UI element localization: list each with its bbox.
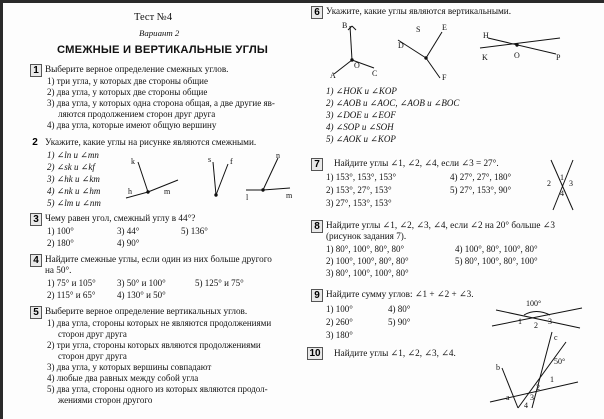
q2-label-k: k: [131, 157, 135, 166]
q2-option-5: 5) ∠lm и ∠nm: [47, 198, 101, 208]
q10-text: Найдите углы ∠1, ∠2, ∠3, ∠4.: [334, 348, 456, 358]
q2-option-1: 1) ∠ln и ∠mn: [47, 150, 99, 160]
test-title: Тест №4: [134, 12, 173, 23]
q7-option-2: 2) 153°, 27°, 153°: [326, 185, 392, 195]
q10-label-c: c: [554, 333, 558, 342]
q7-label-2: 2: [547, 179, 551, 188]
q7-text: Найдите углы ∠1, ∠2, ∠4, если ∠3 = 27°.: [334, 158, 499, 168]
q10-label-4: 4: [524, 401, 528, 410]
q7-option-5: 5) 27°, 153°, 90°: [450, 185, 512, 195]
q9-label-100: 100°: [526, 299, 542, 308]
q2-option-4: 4) ∠nk и ∠hm: [47, 186, 101, 196]
q9-label-2: 2: [534, 321, 538, 330]
q6-label-A: A: [330, 71, 336, 80]
q6-label-O: O: [354, 61, 360, 70]
q6-option-2: 2) ∠AOB и ∠AOC, ∠AOB и ∠BOC: [326, 98, 460, 108]
q8-text-line-1: Найдите углы ∠1, ∠2, ∠3, ∠4, если ∠2 на 20° больше ∠3: [326, 220, 555, 230]
q1-text: Выберите верное определение смежных углов.: [45, 64, 229, 74]
q6-label-P: P: [556, 53, 561, 62]
q5-option-2: 2) три угла, стороны которых являются продолжениями: [47, 340, 261, 350]
q5-option-1: 1) два угла, стороны которых не являются продолжениями: [47, 318, 272, 328]
q9-text: Найдите сумму углов: ∠1 + ∠2 + ∠3.: [326, 289, 474, 299]
question-number-10: 10: [307, 347, 323, 360]
q9-label-3: 3: [548, 317, 552, 326]
q3-text: Чему равен угол, смежный углу в 44°?: [45, 213, 196, 223]
q7-option-3: 3) 27°, 153°, 153°: [326, 198, 392, 208]
q4-text-line-2: на 50°.: [45, 265, 72, 275]
q2-option-2: 2) ∠sk и ∠kf: [47, 162, 95, 172]
q7-option-1: 1) 153°, 153°, 153°: [326, 172, 397, 182]
q6-figure: [320, 20, 590, 82]
q6-text: Укажите, какие углы являются вертикальными.: [326, 6, 512, 16]
question-number-6: 6: [311, 6, 323, 19]
q1-option-3-cont: ляются продолжением сторон друг друга: [58, 109, 216, 119]
q9-label-1: 1: [518, 317, 522, 326]
q4-option-1: 1) 75° и 105°: [47, 278, 96, 288]
q10-label-1: 1: [550, 375, 554, 384]
question-number-9: 9: [311, 289, 323, 302]
q9-option-1: 1) 100°: [326, 304, 353, 314]
q9-option-3: 3) 180°: [326, 330, 353, 340]
q3-option-1: 1) 100°: [47, 226, 74, 236]
q6-option-1: 1) ∠HOK и ∠KOP: [326, 86, 397, 96]
q8-option-1: 1) 80°, 100°, 80°, 80°: [326, 244, 405, 254]
q2-label-m-2: m: [286, 191, 293, 200]
q2-label-n: n: [276, 151, 280, 160]
q5-option-3: 3) два угла, у которых вершины совпадают: [47, 362, 212, 372]
q9-option-2: 2) 260°: [326, 317, 353, 327]
q4-option-4: 4) 130° и 50°: [117, 290, 166, 300]
page-heading: СМЕЖНЫЕ И ВЕРТИКАЛЬНЫЕ УГЛЫ: [57, 44, 269, 56]
q7-label-1: 1: [560, 173, 564, 182]
q2-option-3: 3) ∠hk и ∠km: [47, 174, 100, 184]
q6-label-E: E: [442, 23, 447, 32]
q5-option-2-cont: сторон друг друга: [58, 351, 127, 361]
question-number-8: 8: [311, 220, 323, 233]
q2-label-m-1: m: [164, 187, 171, 196]
q8-option-4: 4) 100°, 80°, 100°, 80°: [455, 244, 538, 254]
q2-label-h: h: [128, 187, 132, 196]
q4-option-2: 2) 115° и 65°: [47, 290, 96, 300]
q6-label-B: B: [342, 21, 348, 30]
q1-option-1: 1) три угла, у которых две стороны общие: [47, 76, 208, 86]
q3-option-5: 5) 136°: [181, 226, 208, 236]
q6-option-5: 5) ∠AOK и ∠KOP: [326, 134, 396, 144]
q2-figure: [118, 150, 298, 210]
q3-option-3: 3) 44°: [117, 226, 140, 236]
q9-option-5: 5) 90°: [388, 317, 411, 327]
q8-option-2: 2) 100°, 100°, 80°, 80°: [326, 256, 409, 266]
q5-option-5-cont: жениями сторон другого: [58, 395, 153, 405]
question-number-4: 4: [30, 254, 42, 267]
q8-text-line-2: (рисунок задания 7).: [326, 231, 407, 241]
q3-option-4: 4) 90°: [117, 238, 140, 248]
q1-option-3: 3) два угла, у которых одна сторона общая, а две другие яв-: [47, 98, 275, 108]
q8-option-5: 5) 80°, 100°, 80°, 100°: [455, 256, 538, 266]
q10-label-50: 50°: [554, 357, 566, 366]
q4-text-line-1: Найдите смежные углы, если один из них больше другого: [45, 254, 272, 264]
q6-label-F: F: [442, 73, 447, 82]
q6-label-K: K: [482, 53, 488, 62]
q2-label-f: f: [230, 157, 233, 166]
q6-option-4: 4) ∠SOP и ∠SOH: [326, 122, 394, 132]
q10-label-3: 3: [530, 393, 534, 402]
q10-figure: [488, 330, 588, 410]
q8-option-3: 3) 80°, 100°, 100°, 80°: [326, 268, 409, 278]
q2-label-s: s: [208, 155, 212, 164]
q7-option-4: 4) 27°, 27°, 180°: [450, 172, 512, 182]
q9-option-4: 4) 80°: [388, 304, 411, 314]
q10-label-a: a: [506, 393, 510, 402]
question-number-7: 7: [311, 158, 323, 171]
scan-edge-top: [0, 0, 604, 3]
q6-label-C: C: [372, 69, 378, 78]
q5-option-5: 5) два угла, стороны одного из которых являются продол-: [47, 384, 268, 394]
q5-text: Выберите верное определение вертикальных углов.: [45, 306, 248, 316]
q6-option-3: 3) ∠DOE и ∠EOF: [326, 110, 396, 120]
variant-label: Вариант 2: [139, 28, 180, 38]
question-number-5: 5: [30, 306, 42, 319]
q1-option-4: 4) два угла, которые имеют общую вершину: [47, 120, 217, 130]
q3-option-2: 2) 180°: [47, 238, 74, 248]
q5-option-4: 4) любые два равных между собой угла: [47, 373, 199, 383]
q4-option-3: 3) 50° и 100°: [117, 278, 166, 288]
q10-label-b: b: [496, 363, 500, 372]
q2-text: Укажите, какие углы на рисунке являются смежными.: [45, 137, 257, 147]
q10-label-2: 2: [536, 383, 540, 392]
q6-label-S: S: [416, 25, 421, 34]
q6-label-O2: O: [514, 51, 520, 60]
q4-option-5: 5) 125° и 75°: [195, 278, 244, 288]
q6-label-D: D: [398, 41, 404, 50]
q7-label-4: 4: [560, 189, 564, 198]
q2-label-l: l: [246, 193, 249, 202]
q7-figure: [545, 158, 585, 214]
question-number-1: 1: [30, 64, 42, 77]
q1-option-2: 2) два угла, у которых две стороны общие: [47, 87, 208, 97]
question-number-3: 3: [30, 213, 42, 226]
scan-edge-left: [0, 0, 3, 419]
q5-option-1-cont: сторон друг друга: [58, 329, 127, 339]
q7-label-3: 3: [569, 179, 573, 188]
q6-label-H: H: [483, 31, 489, 40]
question-number-2: 2: [32, 137, 38, 148]
